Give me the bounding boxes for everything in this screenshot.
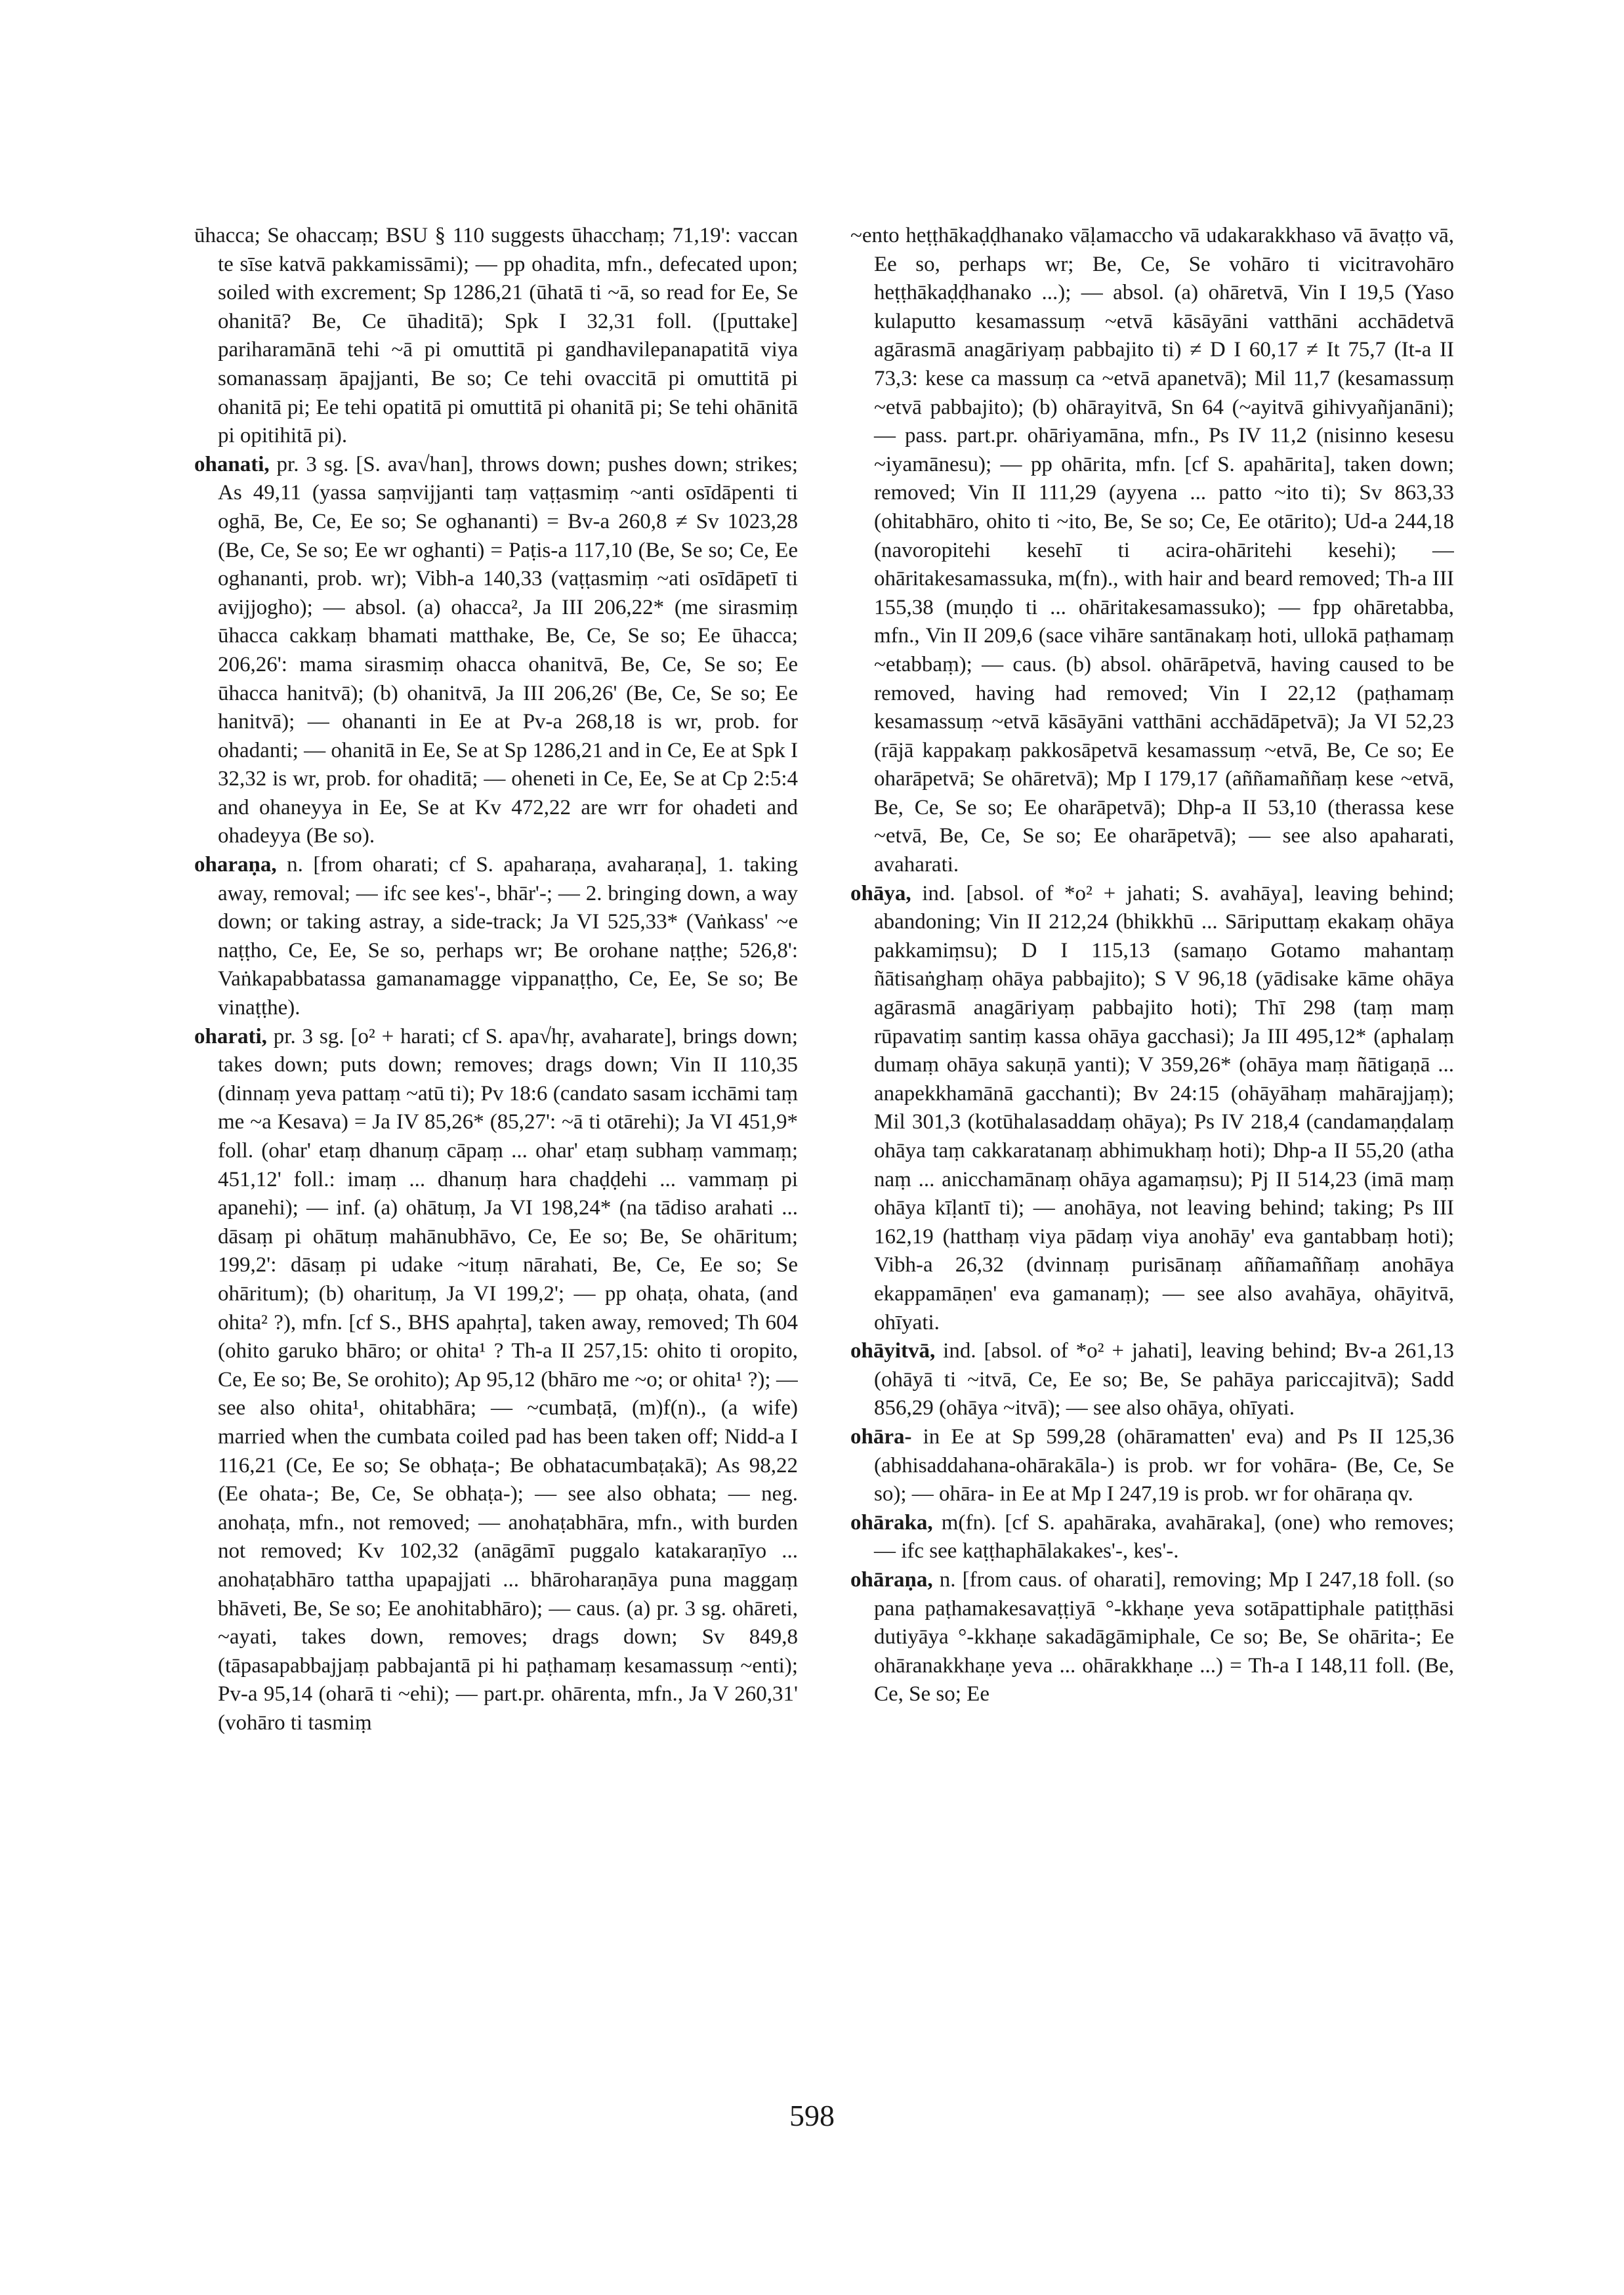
entry-ohanati xyxy=(194,451,798,851)
entry-text: n. [from oharati; cf S. apaharaṇa, avaharaṇa], 1. taking away, removal; — ifc see kes'-, bhār'-; — 2. bringing down, a way down; or taking astray, a side-track; Ja VI 525,33* (Vaṅkass' ~e naṭṭho, Ce, Ee, Se so, perhaps wr; Be orohane naṭṭhe; 526,8': Vaṅkapabbatassa gamanamagge vippanaṭṭho, Ce, Ee, Se so; Be vinaṭṭhe). xyxy=(218,853,798,1020)
entry-text: pr. 3 sg. [o² + harati; cf S. apa√hṛ, avaharate], brings down; takes down; puts down; removes; drags down; Vin II 110,35 (dinnaṃ yeva pattaṃ ~atū ti); Pv 18:6 (candato sasam icchāmi taṃ me ~a Kesava) = Ja IV 85,26* (85,27': ~ā ti otārehi); Ja VI 451,9* foll. (ohar' etaṃ dhanuṃ cāpaṃ ... ohar' etaṃ subhaṃ vammaṃ; 451,12' foll.: imaṃ ... dhanuṃ hara chaḍḍehi ... vammaṃ pi apanehi); — inf. (a) ohātuṃ, Ja VI 198,24* (na tādiso arahati ... dāsaṃ pi ohātuṃ mahānubhāvo, Ce, Ee so; Be, Se ohāritum; 199,2': dāsaṃ pi udake ~ituṃ nārahati, Be, Ce, Ee so; Se ohāritum); (b) oharituṃ, Ja VI 199,2'; — pp ohaṭa, ohata, (and ohita² ?), mfn. [cf S., BHS apahṛta], taken away, removed; Th 604 (ohito garuko bhāro; or ohita¹ ? Th-a II 257,15: ohito ti oropito, Ce, Ee so; Be, Se orohito); Ap 95,12 (bhāro me ~o; or ohita¹ ?); — see also ohita¹, ohitabhāra; — ~cumbaṭā, (m)f(n)., (a wife) married when the cumbata coiled pad has been taken off; Nidd-a I 116,21 (Ce, Ee so; Se obhaṭa-; Be obhatacumbaṭakā); As 98,22 (Ee ohata-; Be, Ce, Se obhaṭa-); — see also obhata; — neg. anohaṭa, mfn., not removed; — anohaṭabhāra, mfn., with burden not removed; Kv 102,32 (anāgāmī puggalo katakaraṇīyo ... anohaṭabhāro tattha upapajjati ... bhāroharaṇāya puna maggaṃ bhāveti, Be, Se so; Ee anohitabhāro); — caus. (a) pr. 3 sg. ohāreti, ~ayati, takes down, removes; drags down; Sv 849,8 (tāpasapabbajjaṃ pabbajantā pi hi paṭhamaṃ kesamassuṃ ~enti); Pv-a 95,14 (oharā ti ~ehi); — part.pr. ohārenta, mfn., Ja V 260,31' (vohāro ti tasmiṃ xyxy=(218,1024,798,1735)
headword: ohāya, xyxy=(850,881,911,905)
headword: ohanati, xyxy=(194,452,270,476)
headword: ohāraka, xyxy=(850,1510,933,1535)
entry-text: ~ento heṭṭhākaḍḍhanako vāḷamaccho vā udakarakkhaso vā āvaṭṭo vā, Ee so, perhaps wr; Be, Ce, Se vohāro ti vicitravohāro heṭṭhākaḍḍhanako ...); — absol. (a) ohāretvā, Vin I 19,5 (Yaso kulaputto kesamassuṃ ~etvā kāsāyāni vatthāni acchādetvā agārasmā anagāriyaṃ pabbajito ti) ≠ D I 60,17 ≠ It 75,7 (It-a II 73,3: kese ca massuṃ ca ~etvā apanetvā); Mil 11,7 (kesamassuṃ ~etvā pabbajito); (b) ohārayitvā, Sn 64 (~ayitvā gihivyañjanāni); — pass. part.pr. ohāriyamāna, mfn., Ps IV 11,2 (nisinno kesesu ~iyamānesu); — pp ohārita, mfn. [cf S. apahārita], taken down; removed; Vin II 111,29 (ayyena ... patto ~ito ti); Sv 863,33 (ohitabhāro, ohito ti ~ito, Be, Se so; Ce, Ee otārito); Ud-a 244,18 (navoropitehi kesehī ti acira-ohāritehi kesehi); — ohāritakesamassuka, m(fn)., with hair and beard removed; Th-a III 155,38 (muṇḍo ti ... ohāritakesamassuko); — fpp ohāretabba, mfn., Vin II 209,6 (sace vihāre santānakaṃ hoti, ullokā paṭhamaṃ ~etabbaṃ); — caus. (b) absol. ohārāpetvā, having caused to be removed, having had removed; Vin I 22,12 (paṭhamaṃ kesamassuṃ ~etvā kāsāyāni vatthāni acchādāpetvā); Ja VI 52,23 (rājā kappakaṃ pakkosāpetvā kesamassuṃ ~etvā, Be, Ce so; Ee oharāpetvā; Se ohāretvā); Mp I 179,17 (aññamaññaṃ kese ~etvā, Be, Ce, Se so; Ee oharāpetvā); Dhp-a II 53,10 (therassa kese ~etvā, Be, Ce, Se so; Ee oharāpetvā); — see also apaharati, avaharati. xyxy=(850,224,1454,877)
entry-oharana xyxy=(194,851,798,1023)
entry-ohara xyxy=(850,1423,1454,1509)
headword: ohāyitvā, xyxy=(850,1339,936,1363)
headword: ohāra- xyxy=(850,1424,912,1449)
headword: oharati, xyxy=(194,1024,267,1048)
entry-oharaka xyxy=(850,1509,1454,1566)
entry-text: ind. [absol. of *o² + jahati], leaving behind; Bv-a 261,13 (ohāyā ti ~itvā, Ce, Ee so; Be, Se pahāya pariccajitvā); Sadd 856,29 (ohāya ~itvā); — see also ohāya, ohīyati. xyxy=(874,1339,1454,1420)
entry-ohayitva xyxy=(850,1337,1454,1423)
right-column xyxy=(850,222,1454,1709)
left-column xyxy=(194,222,798,1737)
entry-oharati xyxy=(194,1023,798,1738)
page-number: 598 xyxy=(789,2099,835,2132)
headword: ohāraṇa, xyxy=(850,1567,933,1592)
entry-text: ūhacca; Se ohaccaṃ; BSU § 110 suggests ūhacchaṃ; 71,19': vaccan te sīse katvā pakkamissāmi); — pp ohadita, mfn., defecated upon; soiled with excrement; Sp 1286,21 (ūhatā ti ~ā, so read for Ee, Se ohanitā? Be, Ce ūhaditā); Spk I 32,31 foll. ([puttake] pariharamānā tehi ~ā pi omuttitā pi gandhavilepanapatitā viya somanassaṃ āpajjanti, Be so; Ce tehi ovaccitā pi omuttitā pi ohanitā pi; Ee tehi opatitā pi omuttitā pi ohanitā pi; Se tehi ohānitā pi opitihitā pi). xyxy=(194,224,798,448)
entry-oharana-caus xyxy=(850,1566,1454,1709)
entry-text: ind. [absol. of *o² + jahati; S. avahāya], leaving behind; abandoning; Vin II 212,24 (bhikkhū ... Sāriputtaṃ ekakaṃ ohāya pakkamiṃsu); D I 115,13 (samaṇo Gotamo mahantaṃ ñātisaṅghaṃ ohāya pabbajito); S V 96,18 (yādisake kāme ohāya agārasmā anagāriyaṃ pabbajito hoti); Thī 298 (taṃ maṃ rūpavatiṃ santiṃ kassa ohāya gacchasi); Ja III 495,12* (aphalaṃ dumaṃ ohāya sakuṇā yanti); V 359,26* (ohāya maṃ ñātigaṇā ... anapekkhamānā gacchanti); Bv 24:15 (ohāyāhaṃ mahārajjaṃ); Mil 301,3 (kotūhalasaddaṃ ohāya); Ps IV 218,4 (candamaṇḍalaṃ ohāya taṃ cakkaratanaṃ abhimukhaṃ hoti); Dhp-a II 55,20 (atha naṃ ... anicchamānaṃ ohāya agamaṃsu); Pj II 514,23 (imā maṃ ohāya kīḷantī ti); — anohāya, not leaving behind; taking; Ps III 162,19 (hatthaṃ viya pādaṃ viya anohāy' eva gantabbaṃ hoti); Vibh-a 26,32 (dvinnaṃ purisānaṃ aññamaññaṃ anohāya ekappamāṇen' eva gamanaṃ); — see also avahāya, ohāyitvā, ohīyati. xyxy=(874,881,1454,1334)
entry-text: m(fn). [cf S. apahāraka, avahāraka], (one) who removes; — ifc see kaṭṭhaphālakakes'-, kes'-. xyxy=(874,1510,1454,1563)
entry-text: pr. 3 sg. [S. ava√han], throws down; pushes down; strikes; As 49,11 (yassa saṃvijjanti taṃ vaṭṭasmiṃ ~anti osīdāpenti ti oghā, Be, Ce, Ee so; Se oghananti) = Bv-a 260,8 ≠ Sv 1023,28 (Be, Ce, Se so; Ee wr oghanti) = Paṭis-a 117,10 (Be, Se so; Ce, Ee oghananti, prob. wr); Vibh-a 140,33 (vaṭṭasmiṃ ~ati osīdāpetī ti avijjogho); — absol. (a) ohacca², Ja III 206,22* (me sirasmiṃ ūhacca cakkaṃ bhamati matthake, Be, Ce, Se so; Ee ūhacca; 206,26': mama sirasmiṃ ohacca ohanitvā, Be, Ce, Se so; Ee ūhacca hanitvā); (b) ohanitvā, Ja III 206,26' (Be, Ce, Se so; Ee hanitvā); — ohananti in Ee at Pv-a 268,18 is wr, prob. for ohadanti; — ohanitā in Ee, Se at Sp 1286,21 and in Ce, Ee at Spk I 32,32 is wr, prob. for ohaditā; — oheneti in Ce, Ee, Se at Cp 2:5:4 and ohaneyya in Ee, Se at Kv 472,22 are wrr for ohadeti and ohadeyya (Be so). xyxy=(218,452,798,848)
entry-oharati-continuation xyxy=(850,222,1454,880)
entry-uhacca-continuation xyxy=(194,222,798,451)
entry-text: in Ee at Sp 599,28 (ohāramatten' eva) and Ps II 125,36 (abhisaddahana-ohārakāla-) is prob. wr for vohāra- (Be, Ce, Se so); — ohāra- in Ee at Mp I 247,19 is prob. wr for ohāraṇa qv. xyxy=(874,1424,1454,1506)
entry-text: n. [from caus. of oharati], removing; Mp I 247,18 foll. (so pana paṭhamakesavaṭṭiyā °-kkhaṇe yeva sotāpattiphale patiṭṭhāsi dutiyāya °-kkhaṇe sakadāgāmiphale, Ce so; Be, Se ohārita-; Ee ohāranakkhaṇe yeva ... ohārakkhaṇe ...) = Th-a I 148,11 foll. (Be, Ce, Se so; Ee xyxy=(874,1567,1454,1706)
entry-ohaya xyxy=(850,880,1454,1338)
headword: oharaṇa, xyxy=(194,853,277,877)
